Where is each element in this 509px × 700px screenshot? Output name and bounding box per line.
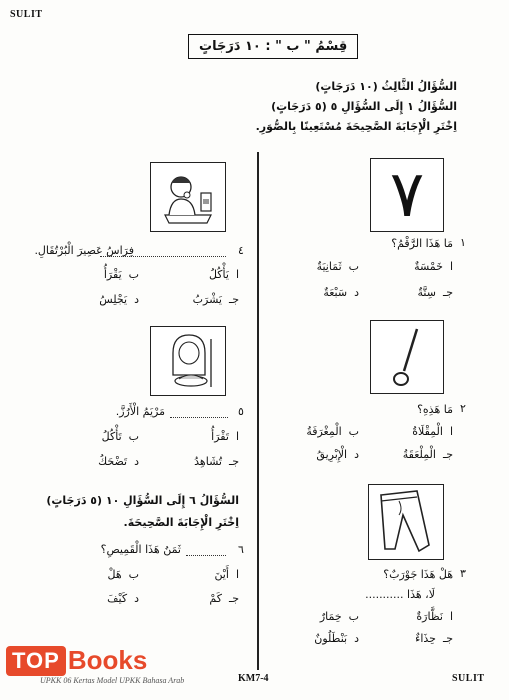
option-text: الْإِبْرِيقُ bbox=[316, 448, 348, 461]
ladle-image bbox=[370, 320, 444, 394]
option-d[interactable] bbox=[323, 286, 359, 299]
option-b[interactable] bbox=[102, 430, 139, 443]
option-letter: د bbox=[134, 455, 139, 468]
footer-source: UPKK 06 Kertas Model UPKK Bahasa Arab bbox=[40, 676, 185, 685]
option-text: تُشَاهِدُ bbox=[194, 455, 222, 468]
option-letter: ب bbox=[128, 568, 139, 581]
option-text: أَيْنَ bbox=[214, 568, 229, 581]
topbooks-logo bbox=[6, 645, 147, 676]
question-number: ١ bbox=[460, 236, 466, 249]
question-number: ٤ bbox=[238, 244, 244, 257]
option-letter: ب bbox=[128, 430, 139, 443]
option-c[interactable] bbox=[418, 286, 453, 299]
option-a[interactable] bbox=[211, 430, 239, 443]
option-letter: ا bbox=[235, 568, 239, 581]
option-text: حِذَاءٌ bbox=[415, 632, 436, 645]
instruction-line-2: السُّؤَالُ ١ إِلَى السُّؤَالِ ٥ (٥ دَرَجَاتٍ) bbox=[271, 100, 457, 113]
option-letter: جـ bbox=[442, 286, 453, 299]
option-c[interactable] bbox=[209, 592, 239, 605]
option-text: كَمْ bbox=[209, 592, 222, 605]
blank-line bbox=[170, 405, 228, 418]
trousers-icon bbox=[369, 485, 443, 559]
header-sulit: SULIT bbox=[10, 9, 43, 20]
option-letter: جـ bbox=[442, 448, 453, 461]
option-letter: ا bbox=[449, 260, 453, 273]
option-b[interactable] bbox=[317, 260, 359, 273]
section-title: قِسْمُ " ب " : ١٠ دَرَجَاتٍ bbox=[188, 34, 358, 59]
question-number: ٦ bbox=[238, 543, 244, 556]
option-text: يَجْلِسُ bbox=[99, 293, 128, 306]
option-letter: د bbox=[354, 632, 359, 645]
option-letter: جـ bbox=[442, 632, 453, 645]
option-letter: ا bbox=[235, 430, 239, 443]
boy-drinking-image bbox=[150, 162, 226, 232]
option-c[interactable] bbox=[193, 293, 239, 306]
option-letter: جـ bbox=[228, 293, 239, 306]
option-letter: ا bbox=[449, 425, 453, 438]
answer-prompt: لَا، هَذَا ........... bbox=[365, 588, 435, 601]
numeral-image bbox=[370, 158, 444, 232]
sub-instruction-line-1: السُّؤَالُ ٦ إِلَى السُّؤَالِ ١٠ (٥ دَرَجَاتٍ) bbox=[46, 494, 239, 507]
option-b[interactable] bbox=[104, 268, 139, 281]
option-text: يَقْرَأُ bbox=[103, 268, 122, 281]
option-a[interactable] bbox=[412, 425, 453, 438]
option-letter: ب bbox=[348, 610, 359, 623]
option-a[interactable] bbox=[214, 568, 239, 581]
option-text: الْمِلْعَقَةُ bbox=[402, 448, 436, 461]
instruction-line-1: السُّؤَالُ الثَّالِثُ (١٠ دَرَجَاتٍ) bbox=[315, 80, 457, 93]
question-text: هَلْ هَذَا جَوْرَبٌ؟ bbox=[383, 568, 453, 581]
option-text: تَضْحَكُ bbox=[98, 455, 128, 468]
option-letter: ب bbox=[348, 260, 359, 273]
option-text: خَمْسَةٌ bbox=[414, 260, 443, 273]
girl-eating-image bbox=[150, 326, 226, 396]
blank-line bbox=[186, 543, 226, 556]
sub-instruction-line-2: اِخْتَرِ الْإِجَابَةَ الصَّحِيحَةَ. bbox=[123, 516, 239, 529]
option-d[interactable] bbox=[98, 455, 139, 468]
option-b[interactable] bbox=[306, 425, 359, 438]
option-letter: جـ bbox=[228, 455, 239, 468]
option-text: تَأْكُلُ bbox=[101, 430, 122, 443]
option-text: ثَمَانِيَةٌ bbox=[316, 260, 342, 273]
option-letter: ا bbox=[235, 268, 239, 281]
option-text: يَأْكُلُ bbox=[208, 268, 229, 281]
option-letter: ب bbox=[348, 425, 359, 438]
footer-sulit: SULIT bbox=[452, 673, 485, 684]
option-d[interactable] bbox=[314, 632, 359, 645]
option-c[interactable] bbox=[415, 632, 453, 645]
option-d[interactable] bbox=[99, 293, 139, 306]
option-text: الْمِقْلَاةُ bbox=[412, 425, 443, 438]
logo-top: TOP bbox=[6, 646, 66, 676]
column-divider bbox=[257, 152, 259, 670]
option-letter: ا bbox=[449, 610, 453, 623]
option-text: نَظَّارَةٌ bbox=[416, 610, 443, 623]
trousers-image bbox=[368, 484, 444, 560]
option-letter: د bbox=[354, 286, 359, 299]
option-b[interactable] bbox=[108, 568, 140, 581]
option-d[interactable] bbox=[316, 448, 359, 461]
question-text: مَا هَذَا الرَّقْمُ؟ bbox=[391, 237, 453, 250]
option-text: يَشْرَبُ bbox=[192, 293, 222, 306]
option-letter: ب bbox=[128, 268, 139, 281]
option-a[interactable] bbox=[209, 268, 239, 281]
option-text: سَبْعَةٌ bbox=[323, 286, 348, 299]
option-text: الْمِغْرَفَةُ bbox=[306, 425, 342, 438]
question-number: ٢ bbox=[460, 402, 466, 415]
instruction-line-3: اِخْتَرِ الْإِجَابَةَ الصَّحِيحَةَ مُسْتَعِينًا بِالصُّوَرِ. bbox=[255, 120, 457, 133]
question-number: ٥ bbox=[238, 405, 244, 418]
option-text: هَلْ bbox=[107, 568, 122, 581]
numeral-seven: ٧ bbox=[389, 158, 425, 232]
option-d[interactable] bbox=[107, 592, 139, 605]
boy-drinking-icon bbox=[151, 163, 225, 231]
option-letter: د bbox=[354, 448, 359, 461]
option-text: كَيْفَ bbox=[107, 592, 128, 605]
option-a[interactable] bbox=[414, 260, 453, 273]
option-text: تَقْرَأُ bbox=[211, 430, 229, 443]
question-text: مَرْيَمُ الْأَرُزَّ. bbox=[115, 405, 165, 418]
option-b[interactable] bbox=[320, 610, 359, 623]
option-text: خِمَارٌ bbox=[319, 610, 342, 623]
option-c[interactable] bbox=[403, 448, 453, 461]
option-letter: جـ bbox=[228, 592, 239, 605]
girl-eating-icon bbox=[151, 327, 225, 395]
question-text: فِرَاسُ عَصِيرَ الْبُرْتُقَالِ. bbox=[34, 244, 134, 257]
option-letter: د bbox=[134, 293, 139, 306]
question-text: مَا هَذِهِ؟ bbox=[417, 403, 453, 416]
option-c[interactable] bbox=[194, 455, 239, 468]
option-a[interactable] bbox=[416, 610, 453, 623]
question-number: ٣ bbox=[460, 567, 466, 580]
logo-books: Books bbox=[67, 645, 148, 675]
page-code: KM7-4 bbox=[238, 673, 269, 684]
option-text: سِتَّةٌ bbox=[417, 286, 436, 299]
option-letter: د bbox=[134, 592, 139, 605]
option-text: بَنْطَلُونٌ bbox=[314, 632, 348, 645]
ladle-icon bbox=[371, 321, 443, 393]
question-text: ثَمَنُ هَذَا الْقَمِيصِ؟ bbox=[100, 543, 181, 556]
